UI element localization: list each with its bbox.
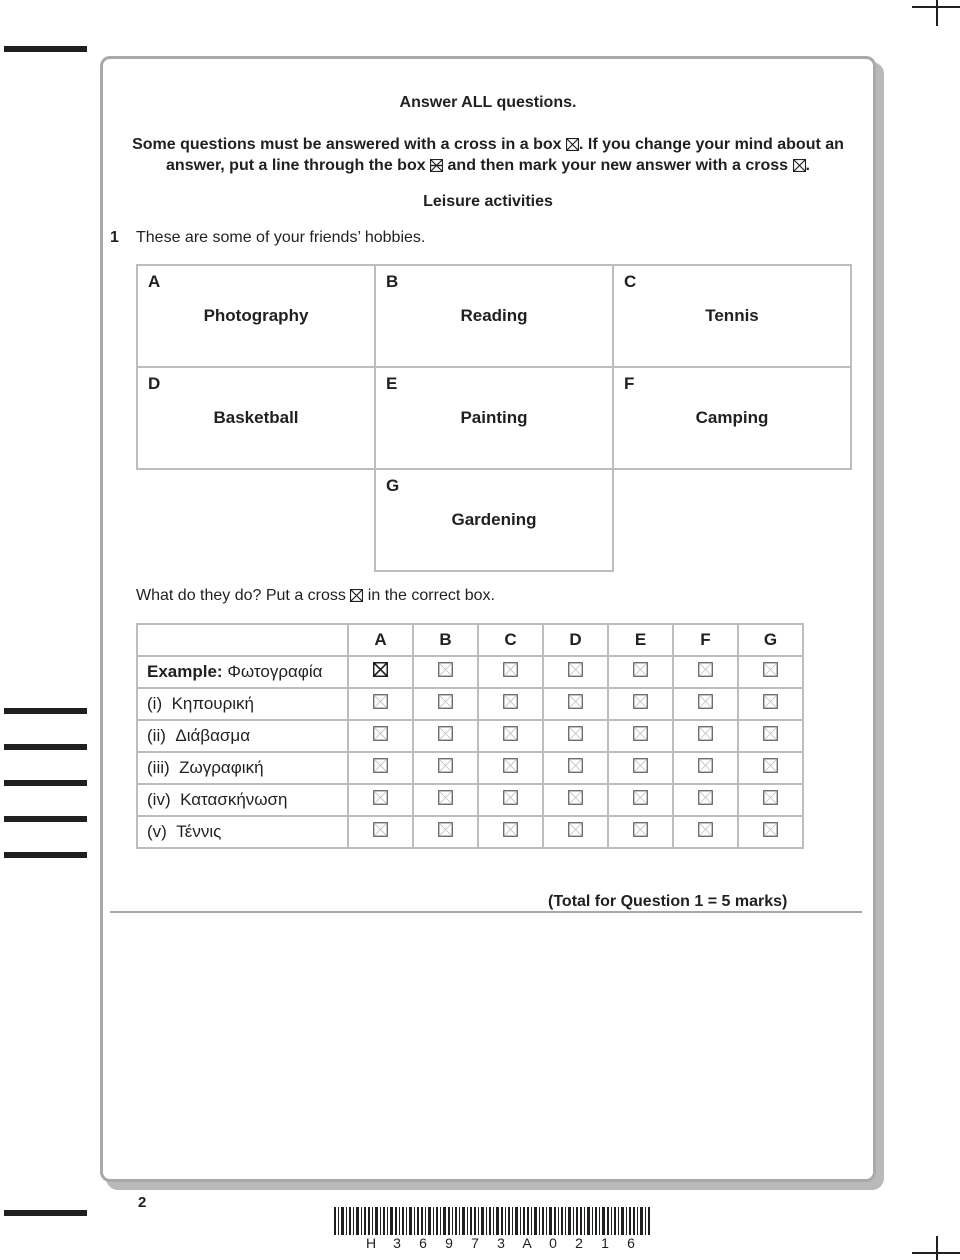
margin-bar xyxy=(4,852,87,858)
checkbox[interactable] xyxy=(763,822,778,837)
answer-cell[interactable] xyxy=(478,816,543,848)
question-text: These are some of your friends’ hobbies. xyxy=(136,229,426,246)
answer-cell[interactable] xyxy=(543,752,608,784)
hobby-card-g xyxy=(374,468,614,572)
answer-cell[interactable] xyxy=(608,688,673,720)
hobby-card-b xyxy=(374,264,614,368)
checkbox[interactable] xyxy=(763,790,778,805)
barcode-digit: 6 xyxy=(627,1235,635,1251)
hobby-card-a xyxy=(136,264,376,368)
column-header: E xyxy=(608,624,673,656)
hobby-letter: E xyxy=(386,374,398,393)
checkbox[interactable] xyxy=(568,822,583,837)
hobby-word: Painting xyxy=(460,408,528,427)
checkbox[interactable] xyxy=(698,758,713,773)
answer-cell[interactable] xyxy=(673,656,738,688)
hobby-letter: D xyxy=(148,374,161,393)
margin-bar-top xyxy=(4,46,87,52)
answer-cell xyxy=(348,656,413,688)
answer-cell[interactable] xyxy=(478,720,543,752)
checkbox[interactable] xyxy=(503,758,518,773)
margin-bar xyxy=(4,744,87,750)
question-label-cell xyxy=(137,784,348,816)
answer-cell[interactable] xyxy=(413,816,478,848)
instructions-line-2-c: . xyxy=(805,157,810,174)
example-label-cell xyxy=(137,656,348,688)
question-number: 1 xyxy=(110,229,119,246)
crop-mark-top xyxy=(936,0,938,26)
question-label-cell xyxy=(137,720,348,752)
checkbox[interactable] xyxy=(373,822,388,837)
answer-cell[interactable] xyxy=(478,656,543,688)
answer-cell[interactable] xyxy=(673,688,738,720)
page-number: 2 xyxy=(138,1194,147,1211)
checkbox[interactable] xyxy=(633,694,648,709)
answer-cell[interactable] xyxy=(543,784,608,816)
answer-prompt-a: What do they do? Put a cross xyxy=(136,587,346,604)
example-word: Φωτογραφία xyxy=(227,662,323,681)
checkbox[interactable] xyxy=(503,790,518,805)
barcode-digit: 9 xyxy=(445,1235,453,1251)
hobby-letter: G xyxy=(386,476,400,495)
checkbox[interactable] xyxy=(503,726,518,741)
barcode-digit: 2 xyxy=(575,1235,583,1251)
hobby-word: Basketball xyxy=(213,408,299,427)
hobby-word: Gardening xyxy=(451,510,537,529)
row-word: Κηπουρική xyxy=(171,694,254,713)
row-word: Διάβασμα xyxy=(175,726,251,745)
answer-prompt-b: in the correct box. xyxy=(367,587,495,604)
crop-mark-top xyxy=(912,6,960,8)
answer-cell[interactable] xyxy=(738,688,803,720)
checkbox[interactable] xyxy=(698,726,713,741)
instructions-heading: Answer ALL questions. xyxy=(399,94,577,111)
column-header: G xyxy=(738,624,803,656)
answer-cell[interactable] xyxy=(738,720,803,752)
example-row xyxy=(137,656,803,688)
checkbox[interactable] xyxy=(763,758,778,773)
answer-cell[interactable] xyxy=(348,816,413,848)
answer-cell[interactable] xyxy=(738,656,803,688)
hobby-card-f xyxy=(612,366,852,470)
row-number: (ii) xyxy=(147,726,166,745)
hobby-card-c xyxy=(612,264,852,368)
checkbox[interactable] xyxy=(438,822,453,837)
checkbox[interactable] xyxy=(373,726,388,741)
answer-cell[interactable] xyxy=(348,752,413,784)
crop-mark-bottom xyxy=(936,1236,938,1260)
question-row-i xyxy=(137,688,803,720)
checkbox[interactable] xyxy=(568,758,583,773)
barcode-digit: 6 xyxy=(419,1235,427,1251)
answer-cell[interactable] xyxy=(608,752,673,784)
checkbox[interactable] xyxy=(373,694,388,709)
cross-box-icon xyxy=(350,589,363,602)
row-word: Κατασκήνωση xyxy=(180,790,288,809)
hobby-card-d xyxy=(136,366,376,470)
barcode-digit: 3 xyxy=(393,1235,401,1251)
barcode-digit: A xyxy=(522,1235,532,1251)
answer-cell[interactable] xyxy=(348,784,413,816)
answer-cell[interactable] xyxy=(608,784,673,816)
answer-table xyxy=(136,623,804,849)
checkbox[interactable] xyxy=(633,662,648,677)
row-number: (i) xyxy=(147,694,163,713)
header-blank xyxy=(137,624,348,656)
answer-cell[interactable] xyxy=(348,688,413,720)
barcode-digit: 0 xyxy=(549,1235,557,1251)
checkbox[interactable] xyxy=(698,790,713,805)
barcode-digit: 7 xyxy=(471,1235,479,1251)
answer-prompt xyxy=(136,587,495,605)
checkbox[interactable] xyxy=(568,694,583,709)
answer-cell[interactable] xyxy=(413,688,478,720)
question-label-cell xyxy=(137,688,348,720)
barcode-digit: 3 xyxy=(497,1235,505,1251)
barcode-digits xyxy=(358,1235,644,1251)
checkbox[interactable] xyxy=(438,694,453,709)
struck-box-icon xyxy=(430,159,443,172)
hobby-word: Reading xyxy=(460,306,528,325)
answer-cell[interactable] xyxy=(738,816,803,848)
hobby-card-e xyxy=(374,366,614,470)
example-label: Example: xyxy=(147,662,223,681)
column-header: F xyxy=(673,624,738,656)
instructions-line-1-b: . If you change your mind about an xyxy=(579,136,844,153)
checkbox[interactable] xyxy=(438,662,453,677)
checkbox[interactable] xyxy=(633,726,648,741)
instructions-line-2 xyxy=(100,157,876,175)
answer-cell[interactable] xyxy=(478,688,543,720)
barcode-digit: H xyxy=(365,1235,377,1251)
row-number: (iv) xyxy=(147,790,171,809)
margin-bar-bottom xyxy=(4,1210,87,1216)
answer-cell[interactable] xyxy=(738,752,803,784)
instructions-line-2-a: answer, put a line through the box xyxy=(166,157,426,174)
checkbox[interactable] xyxy=(438,758,453,773)
question-label-cell xyxy=(137,752,348,784)
barcode-digit: 1 xyxy=(601,1235,609,1251)
answer-cell[interactable] xyxy=(738,784,803,816)
answer-cell[interactable] xyxy=(543,816,608,848)
instructions-line-2-b: and then mark your new answer with a cross xyxy=(447,157,789,174)
checkbox[interactable] xyxy=(503,662,518,677)
checkbox[interactable] xyxy=(633,790,648,805)
answer-cell[interactable] xyxy=(413,720,478,752)
column-header: D xyxy=(543,624,608,656)
question-row-v xyxy=(137,816,803,848)
margin-bar xyxy=(4,816,87,822)
checkbox[interactable] xyxy=(698,694,713,709)
margin-bar xyxy=(4,780,87,786)
row-number: (iii) xyxy=(147,758,170,777)
answer-cell[interactable] xyxy=(543,656,608,688)
answer-cell[interactable] xyxy=(608,816,673,848)
checkbox-marked xyxy=(373,662,388,677)
answer-cell[interactable] xyxy=(608,720,673,752)
row-number: (v) xyxy=(147,822,167,841)
answer-cell[interactable] xyxy=(348,720,413,752)
answer-cell[interactable] xyxy=(413,784,478,816)
page-frame xyxy=(100,56,876,1182)
checkbox[interactable] xyxy=(373,790,388,805)
hobby-word: Camping xyxy=(695,408,769,427)
hobby-letter: F xyxy=(624,374,635,393)
row-word: Ζωγραφική xyxy=(179,758,264,777)
question-row-iii xyxy=(137,752,803,784)
checkbox[interactable] xyxy=(633,758,648,773)
question-row-ii xyxy=(137,720,803,752)
answer-cell[interactable] xyxy=(673,784,738,816)
answer-cell[interactable] xyxy=(543,688,608,720)
checkbox[interactable] xyxy=(503,694,518,709)
row-word: Τέννις xyxy=(176,822,222,841)
answer-cell[interactable] xyxy=(543,720,608,752)
answer-cell[interactable] xyxy=(413,656,478,688)
answer-cell[interactable] xyxy=(673,720,738,752)
hobby-letter: A xyxy=(148,272,161,291)
checkbox[interactable] xyxy=(373,758,388,773)
question-row-iv xyxy=(137,784,803,816)
column-header: B xyxy=(413,624,478,656)
checkbox[interactable] xyxy=(568,726,583,741)
section-title: Leisure activities xyxy=(423,193,553,210)
column-header: A xyxy=(348,624,413,656)
cross-box-icon xyxy=(566,138,579,151)
crop-mark-bottom xyxy=(912,1252,960,1254)
checkbox[interactable] xyxy=(698,822,713,837)
instructions-line-1-a: Some questions must be answered with a cross in a box xyxy=(132,136,562,153)
answer-table-header xyxy=(137,624,803,656)
margin-bar xyxy=(4,708,87,714)
checkbox[interactable] xyxy=(763,726,778,741)
instructions-line-1 xyxy=(100,136,876,154)
hobby-word: Photography xyxy=(203,306,309,325)
checkbox[interactable] xyxy=(438,726,453,741)
checkbox[interactable] xyxy=(633,822,648,837)
barcode-icon xyxy=(334,1207,652,1235)
checkbox[interactable] xyxy=(763,694,778,709)
checkbox[interactable] xyxy=(763,662,778,677)
answer-cell[interactable] xyxy=(673,816,738,848)
answer-cell[interactable] xyxy=(608,656,673,688)
checkbox[interactable] xyxy=(438,790,453,805)
hobby-letter: B xyxy=(386,272,399,291)
answer-cell[interactable] xyxy=(673,752,738,784)
answer-cell[interactable] xyxy=(413,752,478,784)
question-total: (Total for Question 1 = 5 marks) xyxy=(548,893,788,910)
cross-box-icon xyxy=(793,159,806,172)
checkbox[interactable] xyxy=(503,822,518,837)
answer-cell[interactable] xyxy=(478,752,543,784)
answer-cell[interactable] xyxy=(478,784,543,816)
checkbox[interactable] xyxy=(698,662,713,677)
hobby-word: Tennis xyxy=(705,306,759,325)
total-divider xyxy=(110,911,862,913)
column-header: C xyxy=(478,624,543,656)
checkbox[interactable] xyxy=(568,790,583,805)
hobby-letter: C xyxy=(624,272,637,291)
checkbox[interactable] xyxy=(568,662,583,677)
question-label-cell xyxy=(137,816,348,848)
